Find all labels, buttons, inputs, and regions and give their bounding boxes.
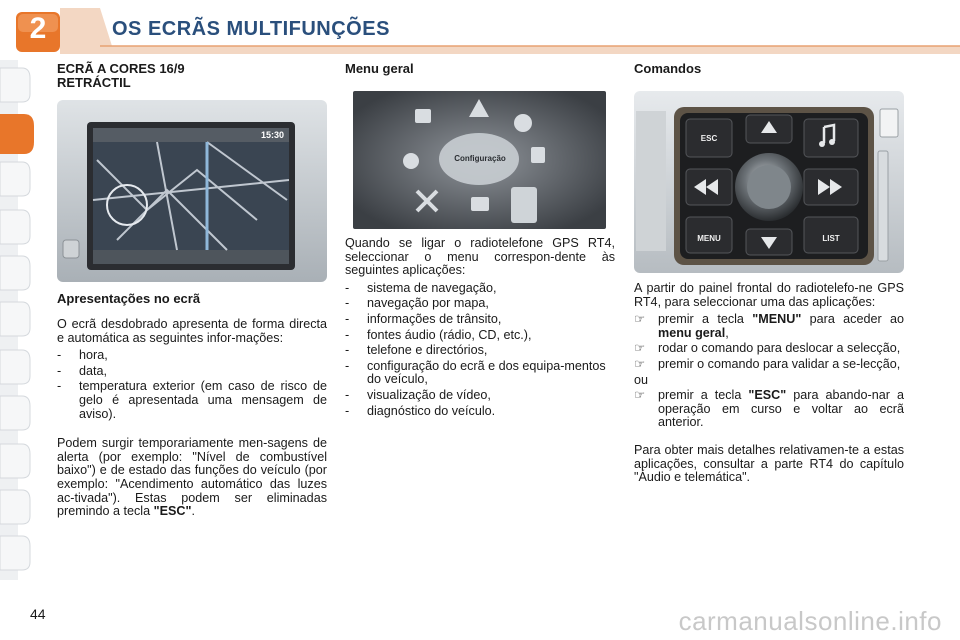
esc-button-label: ESC	[700, 134, 718, 143]
watermark: carmanualsonline.info	[678, 606, 942, 636]
side-chapter-tabs	[0, 60, 40, 580]
list-item: - hora,	[57, 348, 108, 363]
list-item: ☞ premir a tecla "ESC" para abando-nar a operação em curso e voltar ao ecrã anterior.	[634, 388, 904, 430]
arrow-bullet-icon: ☞	[634, 388, 646, 403]
arrow-bullet-icon: ☞	[634, 356, 646, 371]
list-item: - diagnóstico do veículo.	[345, 403, 496, 418]
application-list	[345, 282, 615, 418]
page-number: 44	[30, 606, 46, 622]
arrow-bullet-icon: ☞	[634, 341, 646, 356]
display-photo	[57, 100, 327, 282]
list-item: - navegação por mapa,	[345, 296, 489, 311]
chapter-number: 2	[29, 12, 47, 45]
navigation-screen-image	[57, 100, 327, 282]
esc-key-label: "ESC"	[153, 504, 192, 519]
column-display-text	[57, 292, 327, 519]
column-controls-text	[634, 282, 904, 485]
list-item: - visualização de vídeo,	[345, 387, 491, 402]
column-menu-text	[345, 237, 615, 420]
section-heading: Menu geral	[345, 61, 414, 76]
info-list	[57, 349, 327, 421]
column-controls	[634, 62, 904, 76]
section-heading: Comandos	[634, 61, 702, 76]
alert-paragraph: Podem surgir temporariamente men-sagens de alerta (por exemplo: "Nível de combustível baixo") e de estado das funções do veículo (por exemplo: "Acendimento automático das luzes ac-tivada"). Estas podem ser eliminadas premindo a tecla "ESC".	[57, 436, 327, 519]
section-heading: ECRÃ A CORES 16/9 RETRÁCTIL	[57, 61, 185, 90]
list-item: - sistema de navegação,	[345, 280, 497, 295]
menu-center-label: Configuração	[454, 154, 506, 163]
intro-paragraph: O ecrã desdobrado apresenta de forma directa e automática as seguintes infor-mações:	[57, 317, 327, 345]
list-item: ☞ premir a tecla "MENU" para aceder ao menu geral,	[634, 312, 904, 340]
steps-list-alt	[634, 389, 904, 430]
list-button-label: LIST	[822, 234, 840, 243]
or-label: ou	[634, 372, 649, 387]
list-item: - informações de trânsito,	[345, 311, 502, 326]
list-item: - temperatura exterior (em caso de risco de gelo é apresentada uma mensagem de aviso).	[57, 379, 327, 421]
sub-heading: Apresentações no ecrã	[57, 291, 201, 306]
list-item: - telefone e directórios,	[345, 343, 488, 358]
screen-clock: 15:30	[261, 130, 285, 140]
intro-paragraph: Quando se ligar o radiotelefone GPS RT4, seleccionar o menu correspon-dente às seguintes aplicações:	[345, 236, 615, 278]
list-item: ☞ rodar o comando para deslocar a selecção,	[634, 341, 901, 356]
menu-button-label: MENU	[697, 234, 721, 243]
page-title: OS ECRÃS MULTIFUNÇÕES	[112, 18, 390, 40]
outro-paragraph: Para obter mais detalhes relativamen-te a estas aplicações, consultar a parte RT4 do capítulo "Áudio e telemática".	[634, 442, 904, 485]
arrow-bullet-icon: ☞	[634, 312, 646, 327]
list-item: - fontes áudio (rádio, CD, etc.),	[345, 327, 532, 342]
control-panel-image	[634, 91, 904, 273]
controls-photo	[634, 91, 904, 273]
steps-list	[634, 313, 904, 371]
list-item: - configuração do ecrã e dos equipa-mentos do veículo,	[345, 358, 606, 387]
list-item: ☞ premir o comando para validar a se-lecção,	[634, 356, 901, 371]
column-display	[57, 62, 327, 90]
column-menu	[345, 62, 615, 76]
intro-paragraph: A partir do painel frontal do radiotelefo-ne GPS RT4, para seleccionar uma das aplicações:	[634, 281, 904, 309]
list-item: - data,	[57, 363, 108, 378]
